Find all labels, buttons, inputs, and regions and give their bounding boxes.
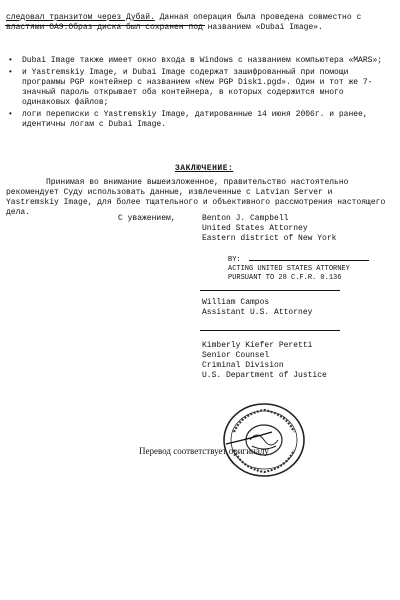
peretti-name: Kimberly Kiefer Peretti <box>202 341 313 350</box>
campos-block <box>202 298 312 318</box>
signatory-district: Eastern district of New York <box>202 234 337 243</box>
list-item-text: логи переписки с Yastremskiy Image, датированные 14 июня 2006г. и ранее, идентичны логам с Dubai Image. <box>22 110 368 129</box>
by-label: BY: <box>228 256 241 264</box>
campos-title: Assistant U.S. Attorney <box>202 308 313 317</box>
bullet-icon: • <box>8 56 13 65</box>
signature-separator <box>200 330 340 331</box>
translation-bureau-seal-icon <box>222 402 306 478</box>
peretti-department: U.S. Department of Justice <box>202 371 327 380</box>
signatory-title: United States Attorney <box>202 224 308 233</box>
intro-paragraph <box>6 13 390 33</box>
campos-name: William Campos <box>202 298 270 307</box>
peretti-division: Criminal Division <box>202 361 284 370</box>
list-item <box>6 56 390 66</box>
list-item-text: и Yastremskiy Image, и Dubai Image содержат зашифрованный при помощи программы PGP контейнер с названием «New PGP Disk1.pgd». Один и тот же 7-значный пароль открывает оба контейнера, в которых содержится много одинаковых файлов; <box>22 68 373 107</box>
signatory-lines <box>202 214 336 244</box>
by-block <box>228 256 398 283</box>
list-item-text: Dubai Image также имеет окно входа в Windows с названием компьютера «MARS»; <box>22 56 383 65</box>
by-pursuant: PURSUANT TO 28 C.F.R. 0.136 <box>228 274 342 282</box>
list-item <box>6 68 390 108</box>
findings-list <box>6 56 390 132</box>
peretti-title: Senior Counsel <box>202 351 270 360</box>
by-title: ACTING UNITED STATES ATTORNEY <box>228 265 350 273</box>
translation-certification: Перевод соответствует оригиналу <box>139 446 269 456</box>
intro-text: Данная операция была проведена совместно с властями ОАЭ.Образ диска был сохранен под названием «Dubai Image». <box>6 13 362 32</box>
conclusion-body: Принимая во внимание вышеизложенное, правительство настоятельно рекомендует Суду использовать данные, извлеченные с Latvian Server и Yastremskiy Image, для более тщательного и объективного рассмотрения настоящего дела. <box>6 178 386 217</box>
signatory-name: Benton J. Campbell <box>202 214 289 223</box>
bullet-icon: • <box>8 110 13 119</box>
intro-underlined-text: следовал транзитом через Дубай. <box>6 13 155 22</box>
closing-salutation: С уважением, <box>118 214 176 223</box>
peretti-block <box>202 341 327 381</box>
bullet-icon: • <box>8 68 13 77</box>
list-item <box>6 110 390 130</box>
intro-rule <box>5 25 205 26</box>
conclusion-heading: ЗАКЛЮЧЕНИЕ: <box>175 164 234 173</box>
signature-separator <box>200 290 340 291</box>
signature-line <box>249 260 369 261</box>
